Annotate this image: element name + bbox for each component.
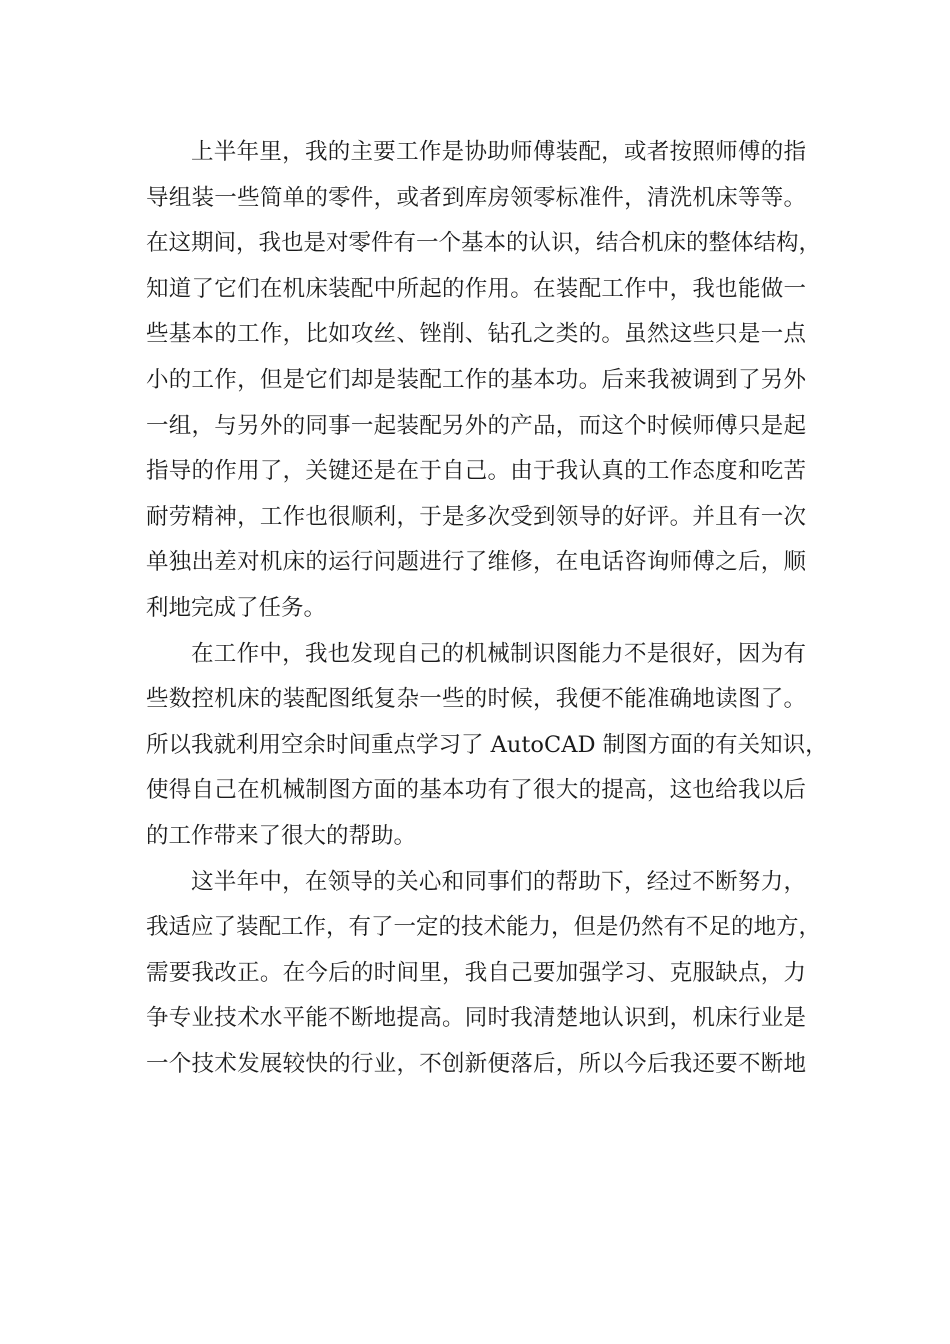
- text-line: 我适应了装配工作，有了一定的技术能力，但是仍然有不足的地方，: [146, 914, 822, 941]
- text-line: 小的工作，但是它们却是装配工作的基本功。后来我被调到了另外: [146, 366, 806, 393]
- text-line: 在这期间，我也是对零件有一个基本的认识，结合机床的整体结构，: [146, 230, 822, 257]
- paragraph-2: [146, 632, 828, 860]
- text-line: 知道了它们在机床装配中所起的作用。在装配工作中，我也能做一: [146, 275, 806, 302]
- text-line: 这半年中，在领导的关心和同事们的帮助下，经过不断努力，: [191, 868, 806, 895]
- text-line: 所以我就利用空余时间重点学习了 AutoCAD 制图方面的有关知识，: [146, 731, 828, 758]
- paragraph-3: [146, 860, 822, 1088]
- text-line: 上半年里，我的主要工作是协助师傅装配，或者按照师傅的指: [191, 139, 806, 165]
- text-line: 争专业技术水平能不断地提高。同时我清楚地认识到，机床行业是: [146, 1005, 806, 1032]
- text-line: 使得自己在机械制图方面的基本功有了很大的提高，这也给我以后: [146, 777, 806, 804]
- text-line: 需要我改正。在今后的时间里，我自己要加强学习、克服缺点，力: [146, 959, 806, 986]
- text-line: 些基本的工作，比如攻丝、锉削、钻孔之类的。虽然这些只是一点: [146, 321, 806, 348]
- text-line: 一个技术发展较快的行业，不创新便落后，所以今后我还要不断地: [146, 1050, 806, 1077]
- text-line: 在工作中，我也发现自己的机械制识图能力不是很好，因为有: [191, 640, 806, 667]
- text-line: 些数控机床的装配图纸复杂一些的时候，我便不能准确地读图了。: [146, 686, 806, 713]
- document-body: [146, 130, 828, 1087]
- text-line: 的工作带来了很大的帮助。: [146, 822, 417, 849]
- text-line: 导组装一些简单的零件，或者到库房领零标准件，清洗机床等等。: [146, 184, 806, 211]
- text-line: 一组，与另外的同事一起装配另外的产品，而这个时候师傅只是起: [146, 412, 806, 439]
- paragraph-1: [146, 130, 822, 632]
- text-line: 单独出差对机床的运行问题进行了维修，在电话咨询师傅之后，顺: [146, 549, 806, 576]
- text-line: 指导的作用了，关键还是在于自己。由于我认真的工作态度和吃苦: [146, 458, 806, 485]
- text-line: 利地完成了任务。: [146, 594, 327, 621]
- text-line: 耐劳精神，工作也很顺利，于是多次受到领导的好评。并且有一次: [146, 503, 806, 530]
